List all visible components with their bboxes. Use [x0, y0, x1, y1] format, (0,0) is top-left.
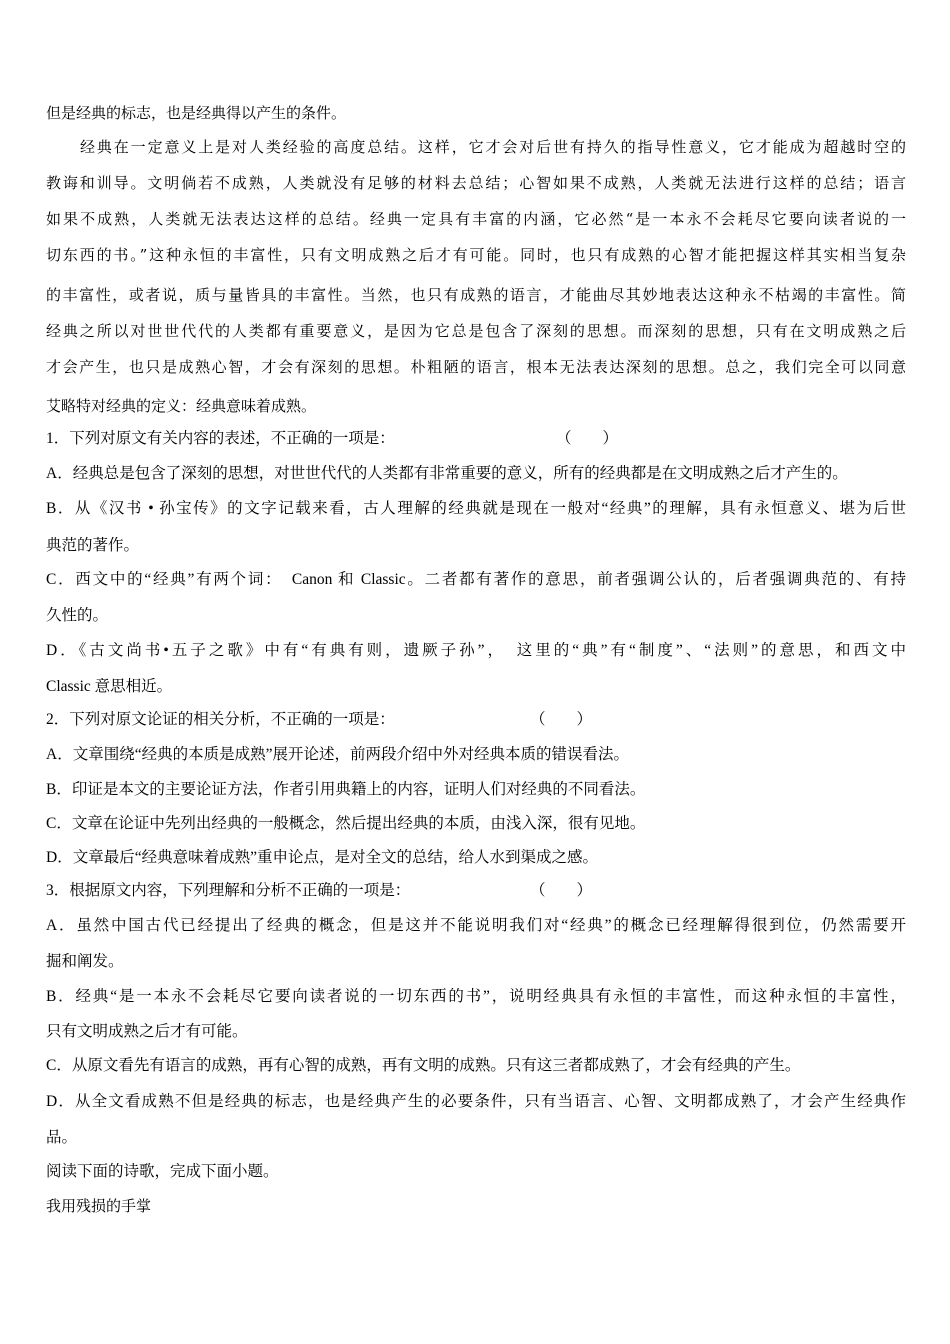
question-1-option-b-cont: 典范的著作。: [46, 537, 140, 554]
question-3-option-b: B．经典“是一本永不会耗尽它要向读者说的一切东西的书”，说明经典具有永恒的丰富性，而这种永恒的丰富性，: [46, 988, 906, 1005]
question-3-option-a: A．虽然中国古代已经提出了经典的概念，但是这并不能说明我们对“经典”的概念已经理解得很到位，仍然需要开: [46, 917, 906, 934]
question-2-option-b: B．印证是本文的主要论证方法，作者引用典籍上的内容，证明人们对经典的不同看法。: [46, 781, 646, 798]
question-1-stem: [46, 429, 906, 449]
section-instruction: 阅读下面的诗歌，完成下面小题。: [46, 1163, 279, 1180]
passage-line: 艾略特对经典的定义：经典意味着成熟。: [46, 397, 317, 415]
question-1-option-d: D．《古文尚书•五子之歌》中有“有典有则，遗厥子孙”， 这里的“典”有“制度”、“法则”的意思，和西文中: [46, 642, 906, 659]
question-stem-text: 2．下列对原文论证的相关分析，不正确的一项是：: [46, 711, 395, 728]
question-2-stem: [46, 710, 906, 730]
passage-line: 经典在一定意义上是对人类经验的高度总结。这样，它才会对后世有持久的指导性意义，它才能成为超越时空的: [80, 138, 906, 156]
question-3-option-b-cont: 只有文明成熟之后才有可能。: [46, 1023, 248, 1040]
question-1-option-a: A．经典总是包含了深刻的思想，对世世代代的人类都有非常重要的意义，所有的经典都是在文明成熟之后才产生的。: [46, 465, 848, 482]
passage-line: 的丰富性，或者说，质与量皆具的丰富性。当然，也只有成熟的语言，才能曲尽其妙地表达这种永不枯竭的丰富性。简: [46, 286, 906, 304]
question-1-option-b: B．从《汉书 • 孙宝传》的文字记载来看，古人理解的经典就是现在一般对“经典”的理解，具有永恒意义、堪为后世: [46, 500, 906, 517]
question-3-option-a-cont: 掘和阐发。: [46, 953, 124, 970]
question-2-option-d: D．文章最后“经典意味着成熟”重申论点，是对全文的总结，给人水到渠成之感。: [46, 849, 598, 866]
passage-line: 但是经典的标志，也是经典得以产生的条件。: [46, 104, 347, 122]
question-stem-text: 1．下列对原文有关内容的表述，不正确的一项是：: [46, 430, 395, 447]
question-3-option-d-cont: 品。: [46, 1129, 78, 1146]
question-1-option-d-cont: Classic 意思相近。: [46, 678, 173, 695]
question-1-option-c: C．西文中的“经典”有两个词： Canon 和 Classic。二者都有著作的意思，前者强调公认的，后者强调典范的、有持: [46, 571, 906, 588]
question-3-stem: [46, 881, 906, 901]
answer-paren: （ ）: [556, 430, 619, 447]
question-3-option-c: C．从原文看先有语言的成熟，再有心智的成熟，再有文明的成熟。只有这三者都成熟了，才会有经典的产生。: [46, 1057, 801, 1074]
answer-paren: （ ）: [530, 882, 593, 899]
passage-line: 如果不成熟，人类就无法表达这样的总结。经典一定具有丰富的内涵，它必然“是一本永不会耗尽它要向读者说的一: [46, 210, 906, 228]
passage-line: 才会产生，也只是成熟心智，才会有深刻的思想。朴粗陋的语言，根本无法表达深刻的思想。总之，我们完全可以同意: [46, 358, 906, 376]
passage-line: 教诲和训导。文明倘若不成熟，人类就没有足够的材料去总结；心智如果不成熟，人类就无法进行这样的总结；语言: [46, 174, 906, 192]
poem-title: 我用残损的手掌: [46, 1197, 152, 1215]
answer-paren: （ ）: [530, 711, 593, 728]
question-3-option-d: D．从全文看成熟不但是经典的标志，也是经典产生的必要条件，只有当语言、心智、文明都成熟了，才会产生经典作: [46, 1093, 906, 1110]
question-2-option-c: C．文章在论证中先列出经典的一般概念，然后提出经典的本质，由浅入深，很有见地。: [46, 815, 646, 832]
question-2-option-a: A．文章围绕“经典的本质是成熟”展开论述，前两段介绍中外对经典本质的错误看法。: [46, 746, 629, 763]
passage-line: 切东西的书。”这种永恒的丰富性，只有文明成熟之后才有可能。同时，也只有成熟的心智才能把握这样其实相当复杂: [46, 246, 906, 264]
passage-line: 经典之所以对世世代代的人类都有重要意义，是因为它总是包含了深刻的思想。而深刻的思想，只有在文明成熟之后: [46, 322, 906, 340]
question-stem-text: 3．根据原文内容，下列理解和分析不正确的一项是：: [46, 882, 411, 899]
question-1-option-c-cont: 久性的。: [46, 607, 109, 624]
